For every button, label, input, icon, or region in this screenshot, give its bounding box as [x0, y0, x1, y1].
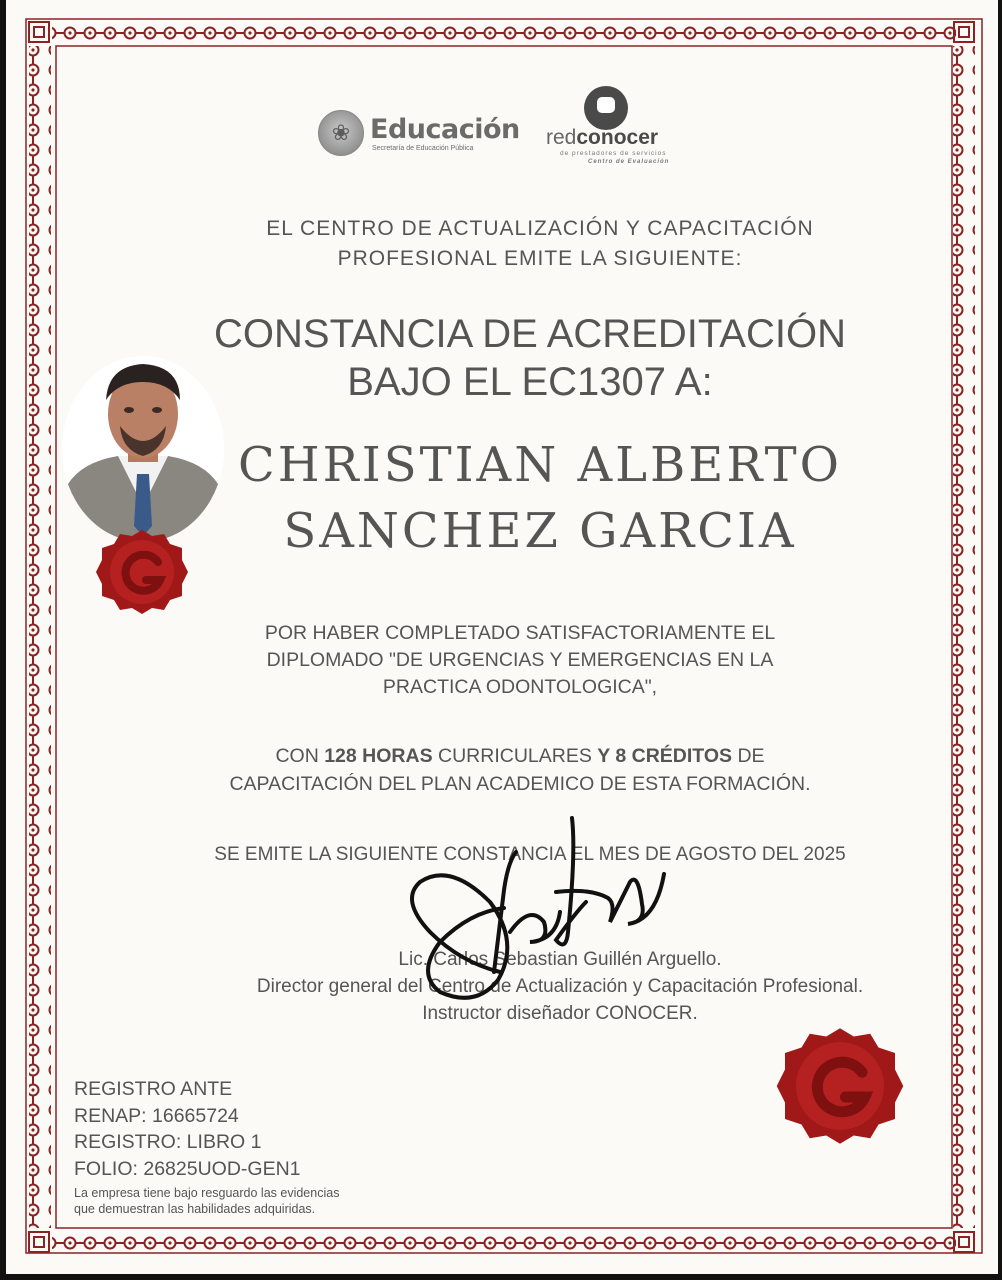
recipient-name: CHRISTIAN ALBERTO SANCHEZ GARCIA	[238, 437, 842, 559]
scan-edge	[0, 0, 6, 1280]
education-logo-subtitle: Secretaría de Educación Pública	[372, 144, 474, 152]
scan-edge	[0, 1274, 1002, 1280]
registry-line: REGISTRO ANTE	[74, 1078, 233, 1100]
scan-edge	[998, 0, 1002, 1280]
wax-seal-icon	[94, 528, 190, 616]
folio-number: FOLIO: 26825UOD-GEN1	[74, 1157, 301, 1180]
renap-number: RENAP: 16665724	[74, 1104, 239, 1127]
signatory-role: Director general del Centro de Actualización y Capacitación Profesional.	[256, 976, 864, 997]
education-logo-title: Educación	[370, 113, 520, 145]
evidence-note: La empresa tiene bajo resguardo las evidencias que demuestran las habilidades adquiridas.	[74, 1186, 340, 1216]
certificate-title: CONSTANCIA DE ACREDITACIÓN BAJO EL EC1307 A:	[214, 312, 846, 404]
registry-block	[74, 1076, 301, 1182]
red-conocer-logo	[546, 86, 686, 168]
signatory-name: Lic. Carlos Sebastian Guillén Arguello.	[398, 949, 722, 970]
hours-credits-text: CON 128 HORAS CURRICULARES Y 8 CRÉDITOS DE CAPACITACIÓN DEL PLAN ACADEMICO DE ESTA FORMACIÓN.	[229, 745, 811, 795]
registry-book: REGISTRO: LIBRO 1	[74, 1131, 262, 1153]
handwritten-signature	[380, 812, 670, 1022]
recipient-photo	[62, 356, 224, 542]
red-conocer-center: Centro de Evaluación	[588, 159, 670, 165]
intro-text: EL CENTRO DE ACTUALIZACIÓN Y CAPACITACIÓN PROFESIONAL EMITE LA SIGUIENTE:	[266, 217, 814, 270]
completion-text: POR HABER COMPLETADO SATISFACTORIAMENTE EL DIPLOMADO "DE URGENCIAS Y EMERGENCIAS EN LA PRACTICA ODONTOLOGICA",	[264, 622, 776, 698]
signatory-role-2: Instructor diseñador CONOCER.	[422, 1003, 698, 1024]
emission-date-text: SE EMITE LA SIGUIENTE CONSTANCIA EL MES DE AGOSTO DEL 2025	[214, 844, 846, 865]
wax-seal-icon	[774, 1022, 906, 1150]
red-conocer-subtitle: de prestadores de servicios	[560, 150, 667, 157]
speech-bubble-icon	[584, 86, 628, 130]
red-conocer-wordmark: redconocer	[546, 126, 659, 149]
mexico-seal-icon: ❀	[318, 110, 364, 156]
sep-logo	[318, 108, 520, 158]
